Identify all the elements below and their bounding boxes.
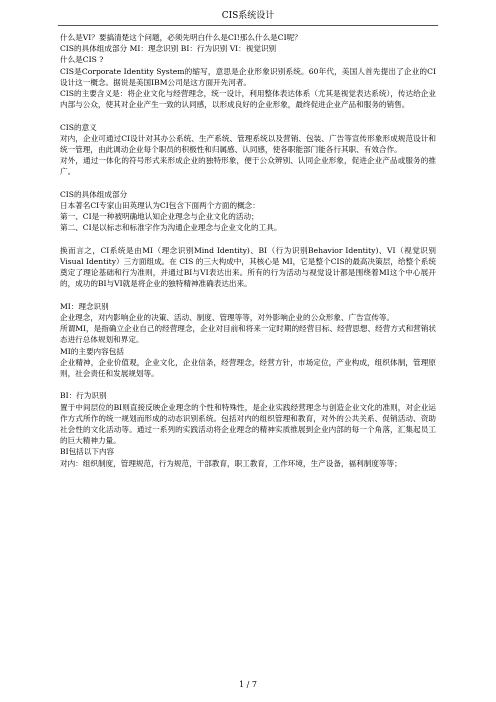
paragraph-spacer bbox=[60, 379, 436, 390]
paragraph: 置于中间层位的BI则直接反映企业理念的个性和特殊性，是企业实践经营理念与创造企业文化的准则，对企业运作方式所作的统一规划而形成的动态识别系统。包括对内的组织管理和教育，对外的公共关系、促销活动、资助社会性的文化活动等。通过一系列的实践活动将企业理念的精神实质推展到企业内部的每一个角落，汇集起员工的巨大精神力量。 bbox=[60, 402, 436, 446]
paragraph: 什么是CIS ? bbox=[60, 55, 104, 65]
paragraph: 企业理念，对内影响企业的决策、活动、制度、管理等等，对外影响企业的公众形象、广告宣传等。 bbox=[60, 313, 395, 323]
page-number: 1 / 7 bbox=[239, 680, 257, 689]
paragraph: CIS是Corporate Identity System的缩写，意思是企业形象识别系统。60年代，美国人首先提出了企业的CI设计这一概念。据说是美国IBM公司是这方面开先河者。 bbox=[60, 66, 436, 87]
page-header bbox=[0, 0, 496, 30]
paragraph: 换而言之，CI系统是由MI（理念识别Mind Identity)、BI（行为识别Behavior Identity)、VI（视觉识别 Visual Identity）三方面组成。在 CIS 的三大构成中，其核心是 MI，它是整个CIS的最高决策层，给整个系统奠定了理论基础和行为准则，并通过BI与VI表达出来。所有的行为活动与视觉设计都是围绕着MI这个中心展开的，成功的BI与VI就是将企业的独特精神准确表达出来。 bbox=[60, 245, 436, 289]
paragraph: CIS的具体组成部分 bbox=[60, 189, 128, 199]
paragraph-spacer bbox=[60, 110, 436, 121]
paragraph: 第二、CI是以标志和标准字作为沟通企业理念与企业文化的工具。 bbox=[60, 223, 282, 233]
paragraph: CIS的主要含义是：将企业文化与经营理念，统一设计，利用整体表达体系（尤其是视觉表达系统），传达给企业内部与公众，使其对企业产生一致的认同感，以形成良好的企业形象，最终促进企业产品和服务的销售。 bbox=[60, 89, 436, 110]
paragraph: 什么是VI？要搞清楚这个问题，必须先明白什么是CI!那么什么是CI呢？ bbox=[60, 33, 302, 42]
paragraph: CIS的具体组成部分 MI：理念识别 BI：行为识别 VI：视觉识别 bbox=[60, 44, 277, 54]
paragraph-spacer bbox=[60, 234, 436, 245]
paragraph: MI的主要内容包括 bbox=[60, 346, 124, 356]
paragraph: 第一、CI是一种被明确地认知企业理念与企业文化的活动； bbox=[60, 212, 259, 222]
paragraph: 企业精神，企业价值观，企业文化，企业信条，经营理念，经营方针，市场定位，产业构成，组织体制，管理原则，社会责任和发展规划等。 bbox=[60, 357, 436, 379]
paragraph: BI：行为识别 bbox=[60, 391, 107, 401]
paragraph: 所谓MI，是指确立企业自己的经营理念，企业对目前和将来一定时期的经营目标、经营思想、经营方式和营销状态进行总体规划和界定。 bbox=[60, 324, 436, 345]
paragraph: 对内：组织制度，管理规范，行为规范，干部教育，职工教育，工作环境，生产设备，福利制度等等； bbox=[60, 458, 402, 468]
paragraph-spacer bbox=[60, 290, 436, 301]
document-body bbox=[60, 32, 436, 469]
paragraph: BI包括以下内容 bbox=[60, 447, 115, 457]
document-title: CIS系统设计 bbox=[221, 11, 275, 21]
paragraph: MI：理念识别 bbox=[60, 301, 109, 311]
header-divider bbox=[58, 25, 438, 26]
paragraph: 对外，通过一体化的符号形式来形成企业的独特形象，便于公众辨别、认同企业形象，促进企业产品或服务的推广。 bbox=[60, 156, 436, 177]
paragraph-spacer bbox=[60, 178, 436, 189]
paragraph: 对内，企业可通过CI设计对其办公系统、生产系统、管理系统以及营销、包装、广告等宣传形象形成规范设计和统一管理，由此调动企业每个职员的积极性和归属感、认同感，使各职能部门能各行其职、有效合作。 bbox=[60, 133, 436, 155]
paragraph: 日本著名CI专家山田英理认为CI包含下面两个方面的概念： bbox=[60, 201, 260, 211]
paragraph: CIS的意义 bbox=[60, 122, 97, 132]
